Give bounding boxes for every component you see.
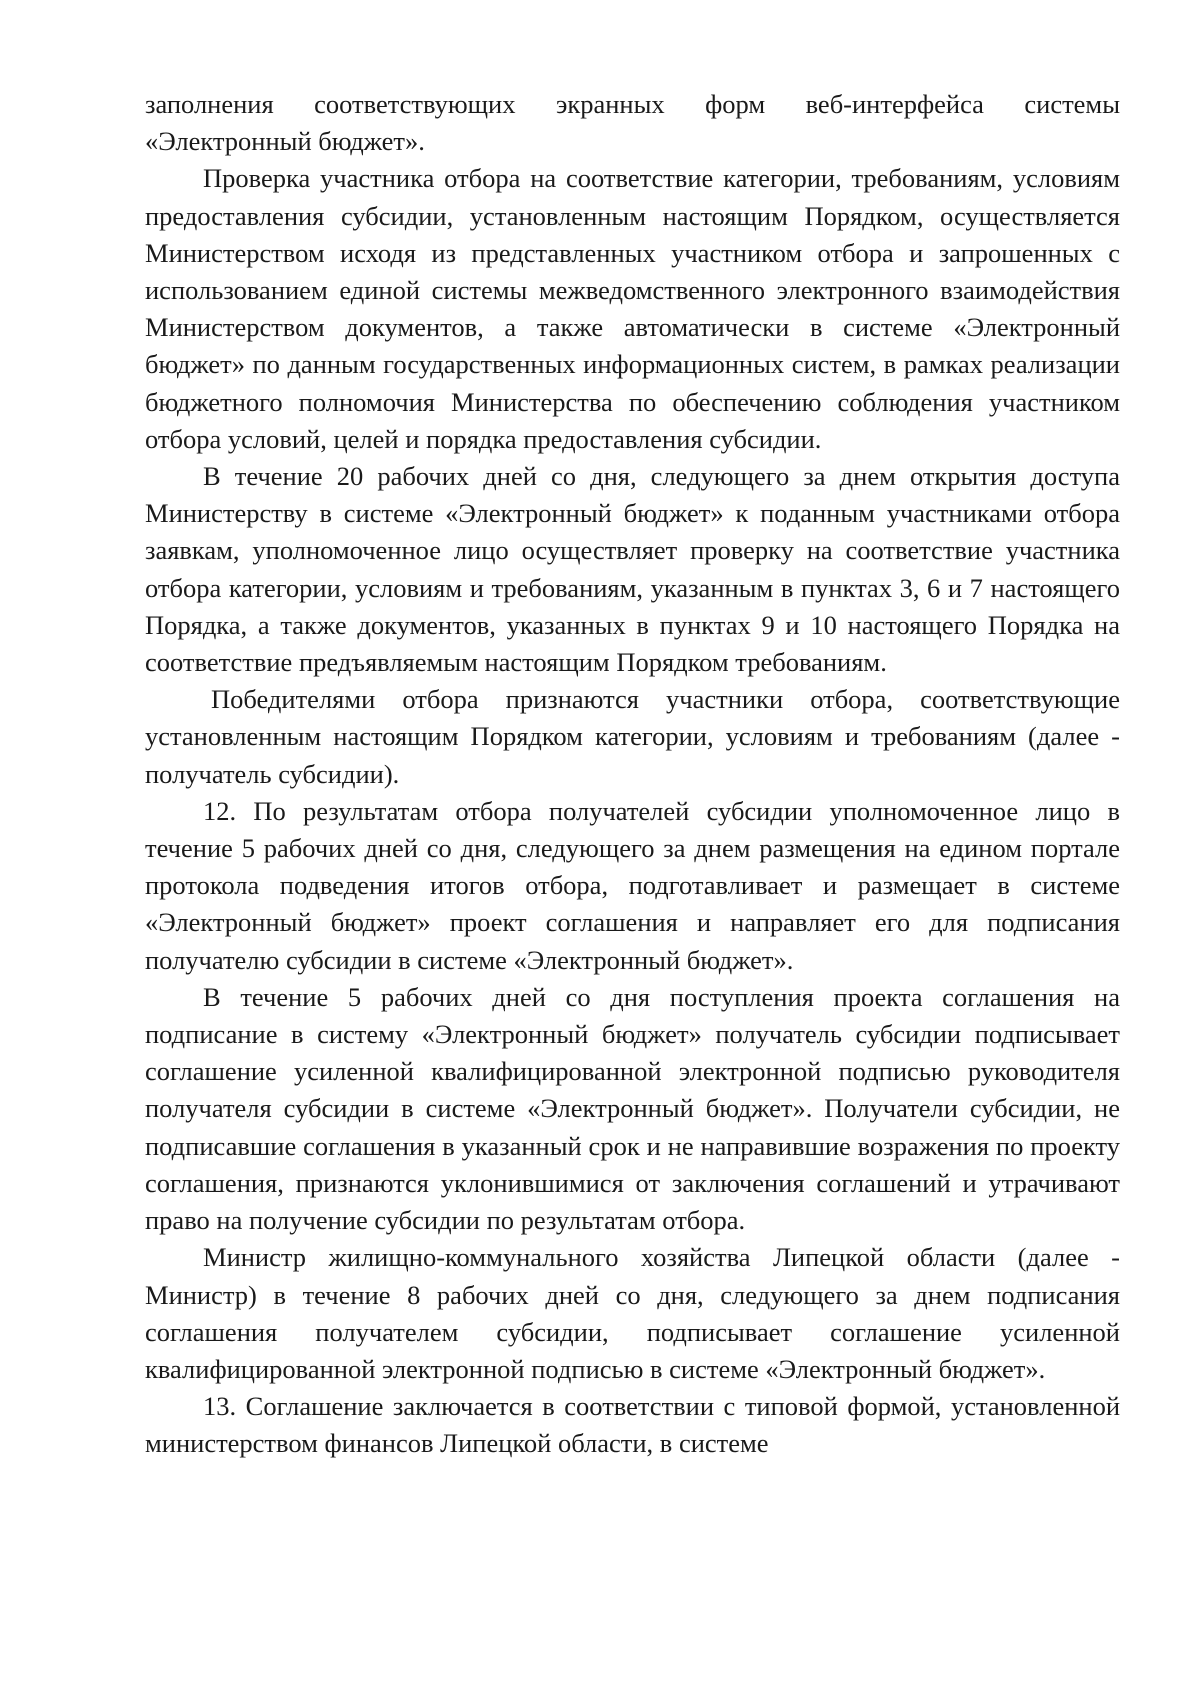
paragraph-signing: В течение 5 рабочих дней со дня поступления проекта соглашения на подписание в систему «Электронный бюджет» получатель субсидии подписывает соглашение усиленной квалифицированной электронной подписью руководителя получателя субсидии в системе «Электронный бюджет». Получатели субсидии, не подписавшие соглашения в указанный срок и не направившие возражения по проекту соглашения, признаются уклонившимися от заключения соглашений и утрачивают право на получение субсидии по результатам отбора. <box>145 981 1120 1236</box>
paragraph-verification: Проверка участника отбора на соответствие категории, требованиям, условиям предоставления субсидии, установленным настоящим Порядком, осуществляется Министерством исходя из представленных участником отбора и запрошенных с использованием единой системы межведомственного электронного взаимодействия Министерством документов, а также автоматически в системе «Электронный бюджет» по данным государственных информационных систем, в рамках реализации бюджетного полномочия Министерства по обеспечению соблюдения участником отбора условий, целей и порядка предоставления субсидии. <box>145 163 1120 454</box>
paragraph-minister: Министр жилищно-коммунального хозяйства Липецкой области (далее - Министр) в течение 8 рабочих дней со дня, следующего за днем подписания соглашения получателем субсидии, подписывает соглашение усиленной квалифицированной электронной подписью в системе «Электронный бюджет». <box>145 1242 1120 1384</box>
paragraph-item-12: 12. По результатам отбора получателей субсидии уполномоченное лицо в течение 5 рабочих дней со дня, следующего за днем размещения на едином портале протокола подведения итогов отбора, подготавливает и размещает в системе «Электронный бюджет» проект соглашения и направляет его для подписания получателю субсидии в системе «Электронный бюджет». <box>145 795 1120 975</box>
paragraph-item-13: 13. Соглашение заключается в соответствии с типовой формой, установленной министерством финансов Липецкой области, в системе <box>145 1391 1120 1459</box>
document-body <box>145 86 1120 1463</box>
paragraph-winners: Победителями отбора признаются участники отбора, соответствующие установленным настоящим Порядком категории, условиям и требованиям (далее - получатель субсидии). <box>145 684 1120 789</box>
paragraph-continuation: заполнения соответствующих экранных форм веб-интерфейса системы «Электронный бюджет». <box>145 89 1120 157</box>
paragraph-review-period: В течение 20 рабочих дней со дня, следующего за днем открытия доступа Министерству в системе «Электронный бюджет» к поданным участниками отбора заявкам, уполномоченное лицо осуществляет проверку на соответствие участника отбора категории, условиям и требованиям, указанным в пунктах 3, 6 и 7 настоящего Порядка, а также документов, указанных в пунктах 9 и 10 настоящего Порядка на соответствие предъявляемым настоящим Порядком требованиям. <box>145 461 1120 678</box>
